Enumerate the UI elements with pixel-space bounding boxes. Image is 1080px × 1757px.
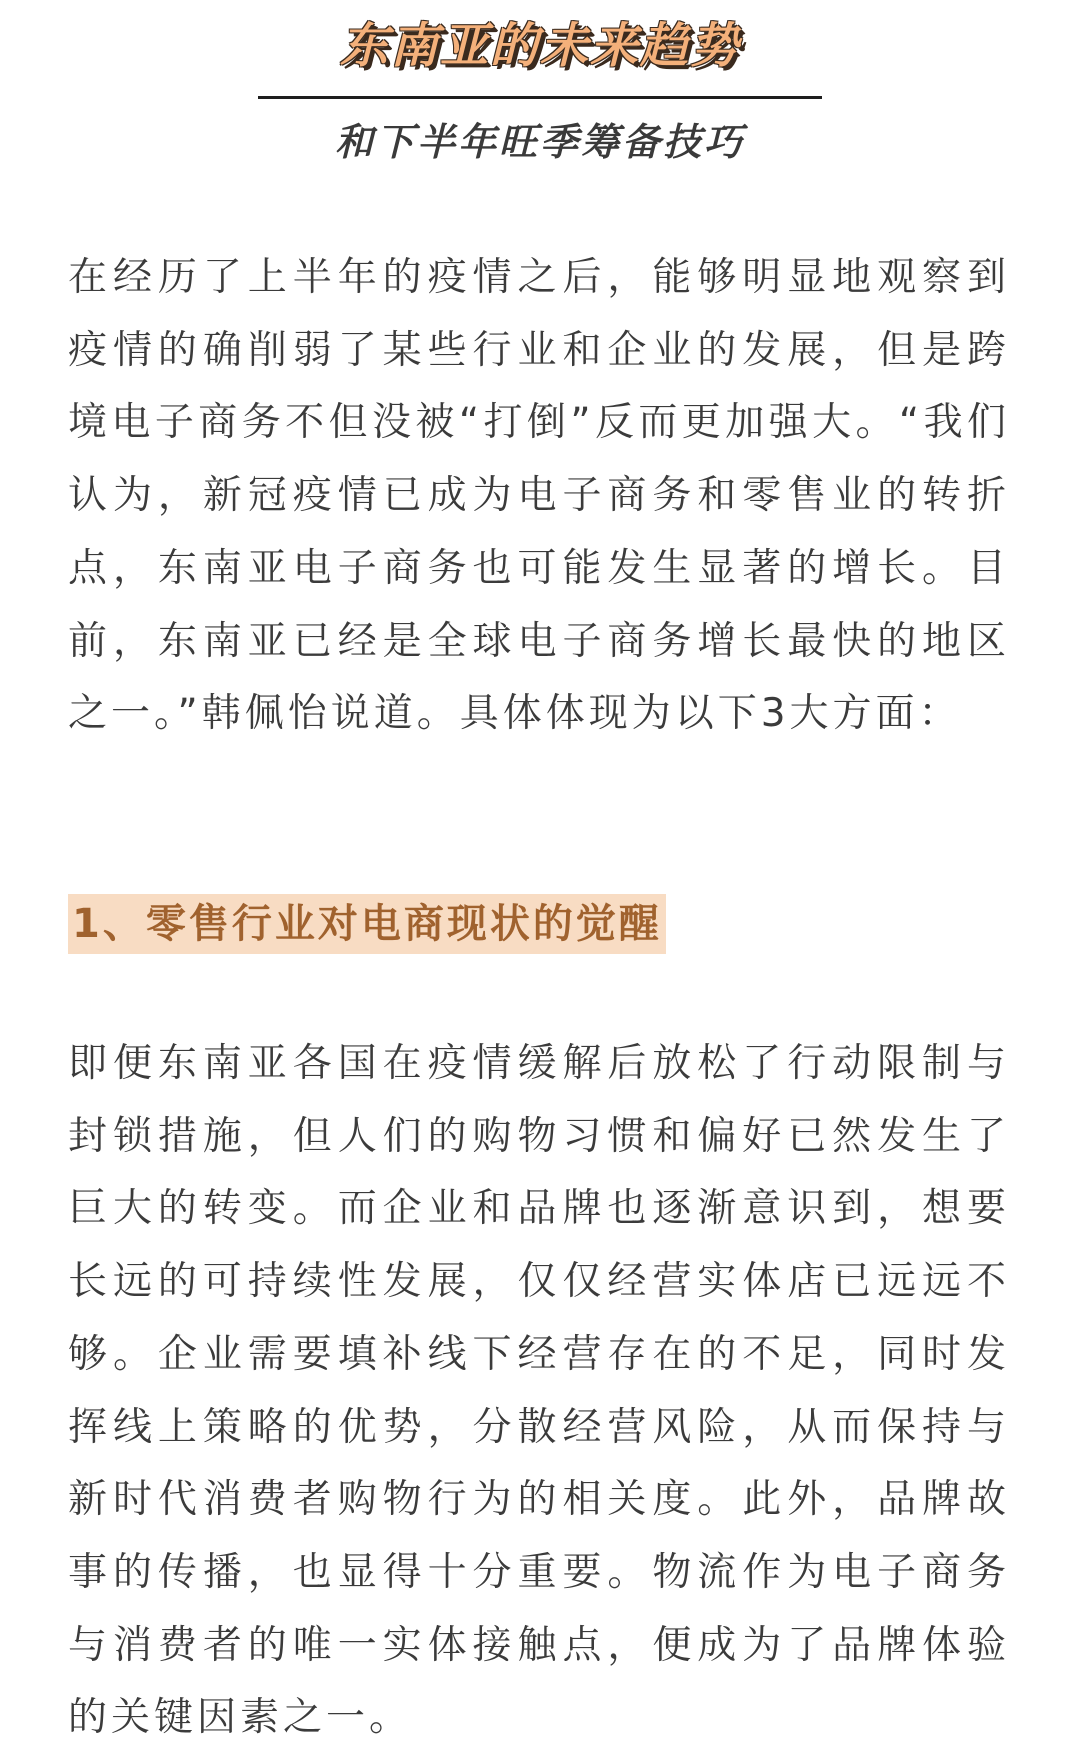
body-paragraph-section-1: 即便东南亚各国在疫情缓解后放松了行动限制与封锁措施，但人们的购物习惯和偏好已然发生了巨大的转变。而企业和品牌也逐渐意识到，想要长远的可持续性发展，仅仅经营实体店已远远不够。企业需要填补线下经营存在的不足，同时发挥线上策略的优势，分散经营风险，从而保持与新时代消费者购物行为的相关度。此外，品牌故事的传播，也显得十分重要。物流作为电子商务与消费者的唯一实体接触点，便成为了品牌体验的关键因素之一。 bbox=[68, 1041, 1010, 1741]
body-paragraph-intro: 在经历了上半年的疫情之后，能够明显地观察到疫情的确削弱了某些行业和企业的发展，但是跨境电子商务不但没被“打倒”反而更加强大。“我们认为，新冠疫情已成为电子商务和零售业的转折点，东南亚电子商务也可能发生显著的增长。目前，东南亚已经是全球电子商务增长最快的地区之一。”韩佩怡说道。具体体现为以下3大方面： bbox=[68, 255, 1010, 737]
title-divider bbox=[258, 96, 822, 99]
article-title: 东南亚的未来趋势 bbox=[339, 18, 740, 74]
section-heading-1: 1、零售行业对电商现状的觉醒 bbox=[68, 894, 666, 954]
article-subtitle: 和下半年旺季筹备技巧 bbox=[334, 120, 745, 164]
